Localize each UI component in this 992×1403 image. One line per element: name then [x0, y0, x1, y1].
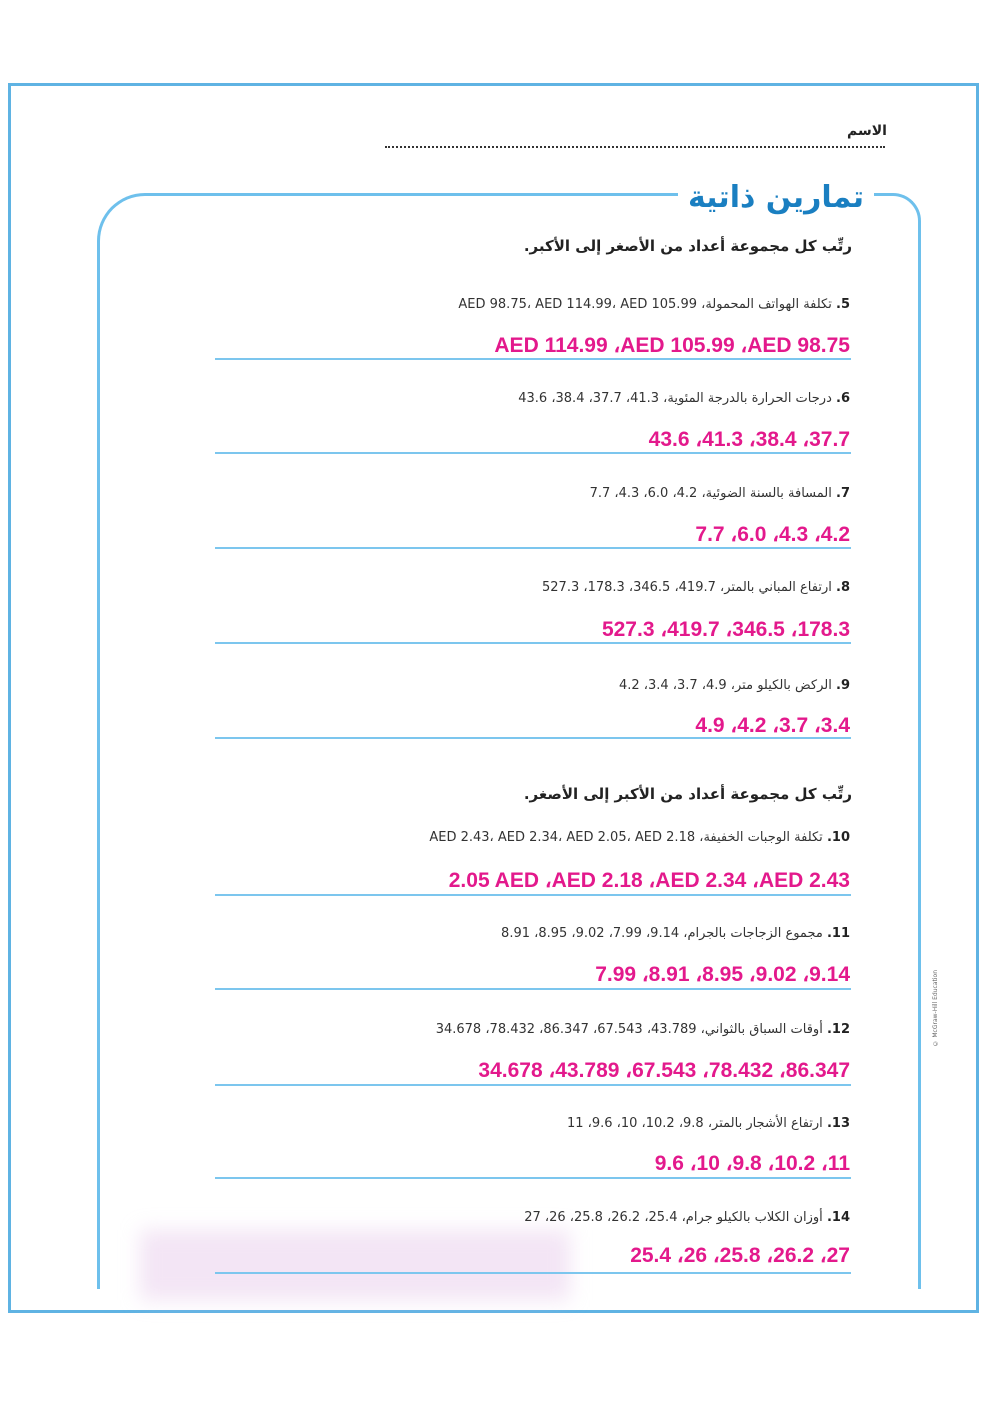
question-text: تكلفة الوجبات الخفيفة، AED 2.43، AED 2.34، AED 2.05، AED 2.18: [429, 830, 823, 845]
question-number: 12.: [826, 1022, 850, 1037]
question-text: الركض بالكيلو متر، 4.9، 3.7، 3.4، 4.2: [618, 678, 832, 693]
question-9: [370, 678, 850, 693]
question-text: تكلفة الهواتف المحمولة، AED 98.75، AED 114.99، AED 105.99: [458, 297, 832, 312]
answer-line: [215, 1084, 851, 1086]
question-text: ارتفاع المباني بالمتر، 419.7، 346.5، 178.3، 527.3: [542, 580, 832, 595]
answer-line: [215, 988, 851, 990]
question-5: [370, 297, 850, 312]
question-number: 9.: [836, 678, 850, 693]
answer-line: [215, 358, 851, 360]
question-number: 13.: [826, 1116, 850, 1131]
answer-line: [215, 1272, 851, 1274]
answer-line: [215, 894, 851, 896]
copyright-note: © McGraw-Hill Education: [932, 970, 939, 1047]
question-13: [370, 1116, 850, 1131]
question-text: المسافة بالسنة الضوئية، 4.2، 6.0، 4.3، 7.7: [589, 486, 832, 501]
question-text: ارتفاع الأشجار بالمتر، 9.8، 10.2، 10، 9.6، 11: [566, 1116, 823, 1131]
answer-line: [215, 642, 851, 644]
answer-13: 9.6 ،10 ،9.8 ،10.2 ،11: [654, 1152, 850, 1175]
answer-line: [215, 737, 851, 739]
question-text: أوزان الكلاب بالكيلو جرام، 25.4، 26.2، 25.8، 26، 27: [524, 1210, 823, 1225]
question-number: 8.: [836, 580, 850, 595]
answer-12: 34.678 ،43.789 ،67.543 ،78.432 ،86.347: [478, 1059, 850, 1082]
question-8: [370, 580, 850, 595]
answer-8: 527.3 ،419.7 ،346.5 ،178.3: [601, 618, 850, 641]
question-number: 10.: [826, 830, 850, 845]
question-12: [370, 1022, 850, 1037]
question-number: 14.: [826, 1210, 850, 1225]
answer-line: [215, 1177, 851, 1179]
question-text: مجموع الزجاجات بالجرام، 9.14، 7.99، 9.02، 8.95، 8.91: [501, 926, 823, 941]
question-number: 5.: [836, 297, 850, 312]
question-11: [370, 926, 850, 941]
section2-instruction: رتِّب كل مجموعة أعداد من الأكبر إلى الأصغر.: [523, 785, 852, 803]
answer-6: 43.6 ،41.3 ،38.4 ،37.7: [648, 428, 850, 451]
name-row: [387, 120, 887, 139]
question-number: 7.: [836, 486, 850, 501]
name-label: الاسم: [847, 123, 887, 139]
question-number: 11.: [826, 926, 850, 941]
name-field-line[interactable]: [385, 146, 885, 148]
answer-9: 4.9 ،4.2 ،3.7 ،3.4: [695, 714, 850, 737]
answer-line: [215, 547, 851, 549]
question-number: 6.: [836, 391, 850, 406]
answer-7: 7.7 ،6.0 ،4.3 ،4.2: [695, 523, 850, 546]
page-title: تمارين ذاتية: [678, 180, 874, 215]
answer-11: 7.99 ،8.91 ،8.95 ،9.02 ،9.14: [595, 963, 850, 986]
answer-line: [215, 452, 851, 454]
answer-5: AED 114.99 ،AED 105.99 ،AED 98.75: [494, 334, 850, 357]
section1-instruction: رتِّب كل مجموعة أعداد من الأصغر إلى الأكبر.: [523, 237, 852, 255]
answer-10: 2.05 AED ،AED 2.18 ،AED 2.34 ،AED 2.43: [448, 869, 850, 892]
question-6: [370, 391, 850, 406]
answer-14: 25.4 ،26 ،25.8 ،26.2 ،27: [630, 1244, 850, 1267]
question-text: أوقات السباق بالثواني، 43.789، 67.543، 86.347، 78.432، 34.678: [435, 1022, 823, 1037]
question-14: [370, 1210, 850, 1225]
question-10: [370, 830, 850, 845]
question-text: درجات الحرارة بالدرجة المئوية، 41.3، 37.7، 38.4، 43.6: [518, 391, 832, 406]
question-7: [370, 486, 850, 501]
